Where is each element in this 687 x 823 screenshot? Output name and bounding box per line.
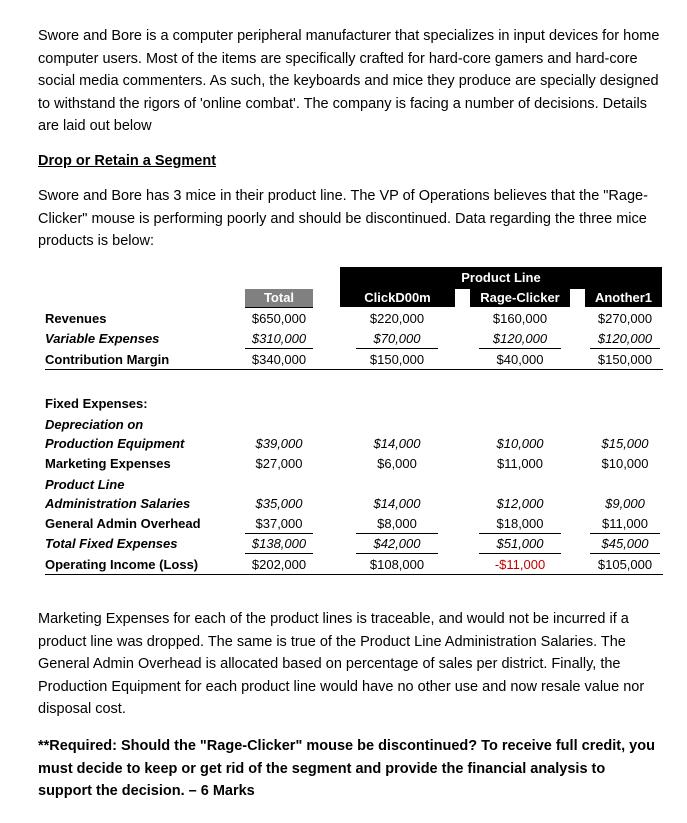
total-fixed-total: $138,000 [251,536,307,551]
marketing-another1: $10,000 [601,456,649,471]
overhead-another1: $11,000 [601,516,649,531]
required-question: **Required: Should the "Rage-Clicker" mouse be discontinued? To receive full credit, you must decide to keep or get rid of the segment and provide the financial analysis to support the decision. – 6 Marks [38,738,655,799]
operating-income-clickdoom: $108,000 [369,557,425,572]
row-label-fixed-expenses: Fixed Expenses: [45,396,148,411]
marketing-clickdoom: $6,000 [377,456,417,471]
row-label-variable-expenses: Variable Expenses [45,331,160,346]
overhead-clickdoom: $8,000 [377,516,417,531]
admin-salaries-total: $35,000 [255,496,303,511]
overhead-rage-clicker: $18,000 [496,516,544,531]
depreciation-rage-clicker: $10,000 [496,436,544,451]
product-line-header: Product Line [340,267,662,289]
marketing-rage-clicker: $11,000 [496,456,544,471]
marketing-total: $27,000 [255,456,303,471]
admin-salaries-clickdoom: $14,000 [373,496,421,511]
depreciation-total: $39,000 [255,436,303,451]
revenues-total: $650,000 [251,311,307,326]
overhead-total: $37,000 [255,516,303,531]
row-label-admin-salaries-line1: Product Line [45,477,125,492]
operating-income-another1: $105,000 [597,557,653,572]
depreciation-clickdoom: $14,000 [373,436,421,451]
column-header-total: Total [245,289,313,307]
total-fixed-another1: $45,000 [601,536,649,551]
section-heading: Drop or Retain a Segment [38,153,217,169]
operating-income-rage-clicker: -$11,000 [494,557,546,572]
variable-rage-clicker: $120,000 [492,331,548,346]
row-label-depreciation-line2: Production Equipment [45,436,185,451]
row-label-admin-salaries-line2: Administration Salaries [45,496,191,511]
total-fixed-rage-clicker: $51,000 [496,536,544,551]
variable-clickdoom: $70,000 [373,331,421,346]
cm-rage-clicker: $40,000 [496,352,544,367]
total-fixed-clickdoom: $42,000 [373,536,421,551]
cm-total: $340,000 [251,352,307,367]
column-header-clickdoom: ClickD00m [340,289,455,307]
intro-paragraph: Swore and Bore is a computer peripheral manufacturer that specializes in input devices for home computer users. Most of the items are specifically crafted for hard-core gamers and hard-core social media commenters. As such, the keyboards and mice they produce are specially designed to withstand the rigors of 'online combat'. The company is facing a number of decisions. Details are laid out below [38,28,660,134]
row-label-marketing-expenses: Marketing Expenses [45,456,171,471]
revenues-clickdoom: $220,000 [369,311,425,326]
revenues-rage-clicker: $160,000 [492,311,548,326]
row-label-revenues: Revenues [45,311,107,326]
notes-paragraph: Marketing Expenses for each of the product lines is traceable, and would not be incurred if a product line was dropped. The same is true of the Product Line Administration Salaries. The General Admin Overhead is allocated based on percentage of sales per district. Finally, the Production Equipment for each product line would have no other use and now resale value nor disposal cost. [38,611,645,717]
row-label-general-admin-overhead: General Admin Overhead [45,516,201,531]
row-label-operating-income: Operating Income (Loss) [45,557,199,572]
column-header-another1: Another1 [585,289,662,307]
context-paragraph: Swore and Bore has 3 mice in their product line. The VP of Operations believes that the "Rage-Clicker" mouse is performing poorly and should be discontinued. Data regarding the three mice products is below: [38,188,648,249]
operating-income-total: $202,000 [251,557,307,572]
admin-salaries-rage-clicker: $12,000 [496,496,544,511]
column-header-rage-clicker: Rage-Clicker [470,289,570,307]
depreciation-another1: $15,000 [601,436,649,451]
revenues-another1: $270,000 [597,311,653,326]
admin-salaries-another1: $9,000 [605,496,645,511]
row-label-contribution-margin: Contribution Margin [45,352,170,367]
row-label-depreciation-line1: Depreciation on [45,417,144,432]
row-label-total-fixed-expenses: Total Fixed Expenses [45,536,178,551]
cm-another1: $150,000 [597,352,653,367]
variable-another1: $120,000 [597,331,653,346]
variable-total: $310,000 [251,331,307,346]
cm-clickdoom: $150,000 [369,352,425,367]
